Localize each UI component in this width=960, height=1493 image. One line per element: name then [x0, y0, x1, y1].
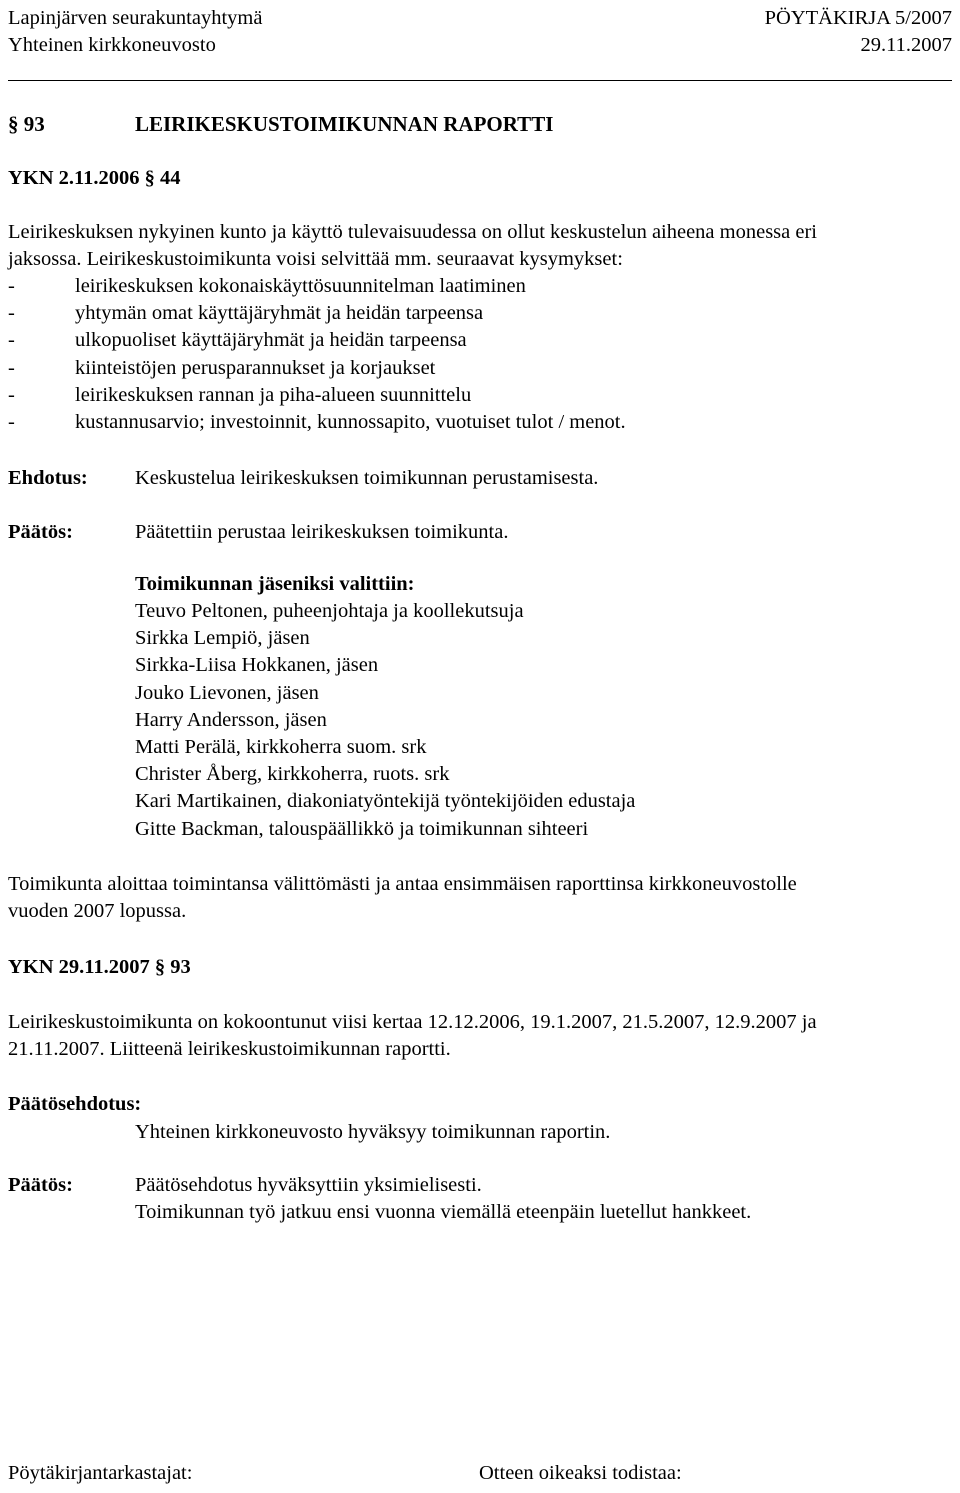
final-decision-row [8, 1172, 751, 1226]
section-title: LEIRIKESKUSTOIMIKUNNAN RAPORTTI [135, 112, 554, 136]
reference-ykn-2007: YKN 29.11.2007 § 93 [8, 956, 191, 978]
decision-label: Päätös: [8, 521, 73, 543]
final-decision-text [135, 1172, 751, 1226]
section-number: § 93 [8, 112, 45, 136]
intro-line: jaksossa. Leirikeskustoimikunta voisi selvittää mm. seuraavat kysymykset: [8, 248, 623, 270]
list-item: - leirikeskuksen kokonaiskäyttösuunnitelman laatiminen [8, 275, 526, 297]
meeting-date: 29.11.2007 [860, 34, 952, 56]
final-decision-line: Päätösehdotus hyväksyttiin yksimielisesti. [135, 1174, 482, 1196]
list-item: Teuvo Peltonen, puheenjohtaja ja koollekutsuja [135, 600, 524, 622]
intro-paragraph [8, 219, 952, 273]
list-item: Sirkka Lempiö, jäsen [135, 627, 310, 650]
start-line: Toimikunta aloittaa toimintansa välittömästi ja antaa ensimmäisen raporttinsa kirkkoneuvostolle [8, 873, 797, 895]
decision-row [8, 519, 508, 546]
start-line: vuoden 2007 lopussa. [8, 900, 187, 922]
list-item: Kari Martikainen, diakoniatyöntekijä työntekijöiden edustaja [135, 790, 636, 813]
list-item: Sirkka-Liisa Hokkanen, jäsen [135, 654, 379, 677]
proposal-label: Ehdotus: [8, 467, 88, 489]
page-footer [8, 1460, 952, 1487]
reference-ykn-2006: YKN 2.11.2006 § 44 [8, 167, 181, 189]
decision-proposal-text: Yhteinen kirkkoneuvosto hyväksyy toimikunnan raportin. [135, 1121, 611, 1143]
list-item: Harry Andersson, jäsen [135, 708, 327, 731]
list-item: - ulkopuoliset käyttäjäryhmät ja heidän tarpeensa [8, 329, 467, 352]
list-item: Gitte Backman, talouspäällikkö ja toimikunnan sihteeri [135, 817, 589, 840]
certification-label: Otteen oikeaksi todistaa: [479, 1462, 682, 1484]
final-decision-label: Päätös: [8, 1174, 73, 1196]
list-item: Matti Perälä, kirkkoherra suom. srk [135, 735, 427, 758]
intro-line: Leirikeskuksen nykyinen kunto ja käyttö tulevaisuudessa on ollut keskustelun aiheena monessa eri [8, 221, 817, 243]
proposal-text: Keskustelua leirikeskuksen toimikunnan perustamisesta. [135, 467, 599, 489]
list-item: - kustannusarvio; investoinnit, kunnossapito, vuotuiset tulot / menot. [8, 410, 626, 433]
decision-text: Päätettiin perustaa leirikeskuksen toimikunta. [135, 521, 509, 543]
member-list-title: Toimikunnan jäseniksi valittiin: [135, 573, 415, 595]
organization-name: Lapinjärven seurakuntayhtymä [8, 7, 263, 29]
section-heading [8, 111, 553, 138]
document-page [8, 0, 952, 1493]
header-divider [8, 80, 952, 81]
board-name: Yhteinen kirkkoneuvosto [8, 34, 216, 56]
question-list [8, 273, 626, 436]
meetings-line: 21.11.2007. Liitteenä leirikeskustoimikunnan raportti. [8, 1038, 451, 1060]
member-list [135, 571, 635, 843]
document-number: PÖYTÄKIRJA 5/2007 [764, 7, 952, 29]
list-item: - leirikeskuksen rannan ja piha-alueen suunnittelu [8, 383, 472, 406]
page-header [8, 5, 952, 59]
proposal-row [8, 465, 598, 492]
minutes-checkers-label: Pöytäkirjantarkastajat: [8, 1462, 193, 1484]
list-item: Christer Åberg, kirkkoherra, ruots. srk [135, 763, 450, 786]
start-paragraph [8, 871, 952, 925]
meetings-line: Leirikeskustoimikunta on kokoontunut viisi kertaa 12.12.2006, 19.1.2007, 21.5.2007, 12.9.2007 ja [8, 1011, 817, 1033]
final-decision-line: Toimikunnan työ jatkuu ensi vuonna viemällä eteenpäin luetellut hankkeet. [135, 1201, 752, 1223]
list-item: - yhtymän omat käyttäjäryhmät ja heidän tarpeensa [8, 302, 484, 325]
meetings-paragraph [8, 1009, 952, 1063]
list-item: - kiinteistöjen perusparannukset ja korjaukset [8, 356, 436, 379]
list-item: Jouko Lievonen, jäsen [135, 681, 319, 704]
decision-proposal-label: Päätösehdotus: [8, 1093, 142, 1115]
